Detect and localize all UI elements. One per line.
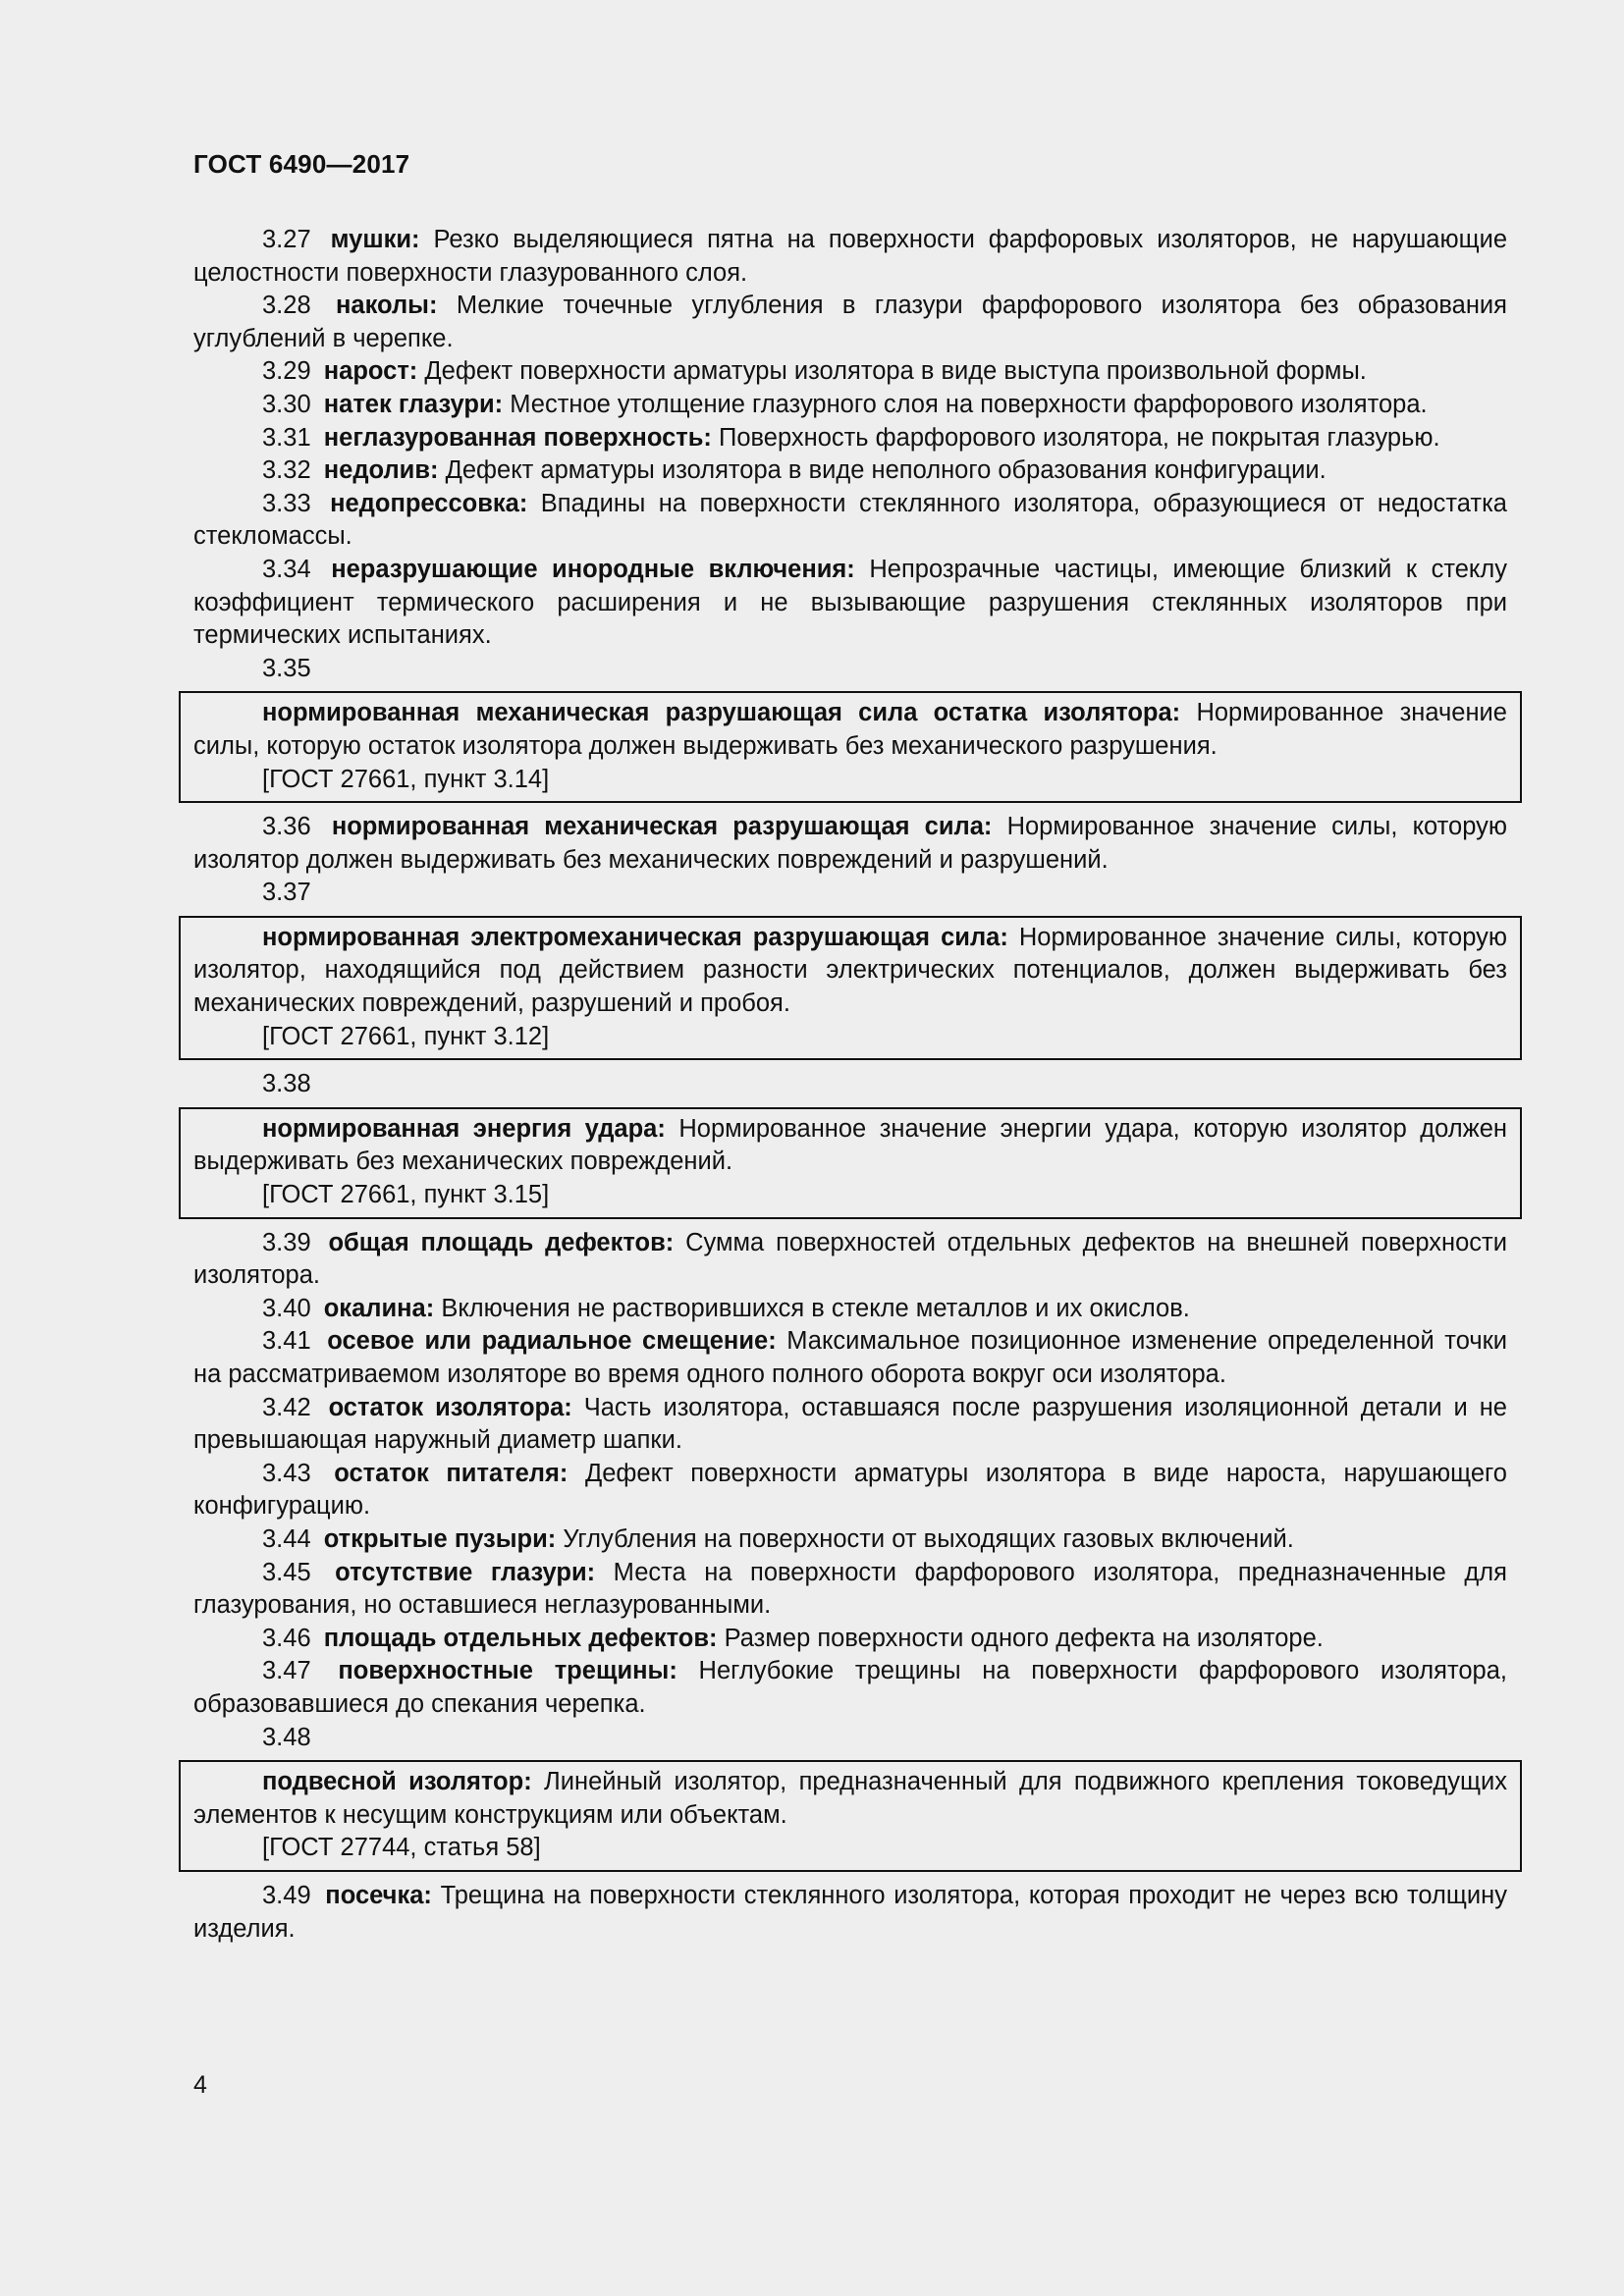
definition: Размер поверхности одного дефекта на изоляторе. [724, 1624, 1324, 1652]
definition: Местное утолщение глазурного слоя на поверхности фарфорового изолятора. [510, 390, 1428, 418]
entry-number: 3.46 [262, 1624, 311, 1652]
term-entry-3-31 [193, 422, 1507, 455]
entry-number-3-35: 3.35 [262, 654, 311, 682]
definition: Нормированное значение силы, которую изолятор должен выдерживать без механических повреждений и разрушений. [193, 813, 1508, 874]
cited-entry [193, 1766, 1507, 1832]
entry-number: 3.44 [262, 1524, 311, 1553]
definition: Неглубокие трещины на поверхности фарфорового изолятора, образовавшиеся до спекания черепка. [193, 1657, 1507, 1718]
entry-number: 3.39 [262, 1228, 311, 1256]
term-entry-3-42 [193, 1392, 1507, 1458]
entry-number: 3.42 [262, 1393, 311, 1421]
definition: Нормированное значение силы, которую остаток изолятора должен выдерживать без механического разрушения. [193, 699, 1507, 760]
definition: Впадины на поверхности стеклянного изолятора, образующиеся от недостатка стекломассы. [193, 489, 1507, 551]
term-entry-3-43 [193, 1458, 1507, 1523]
entry-number: 3.41 [262, 1327, 311, 1356]
definition: Сумма поверхностей отдельных дефектов на внешней поверхности изолятора. [193, 1228, 1507, 1290]
document-header: ГОСТ 6490—2017 [193, 149, 410, 179]
term: недопрессовка: [330, 489, 528, 517]
term: мушки: [330, 226, 420, 253]
source-reference: [ГОСТ 27661, пункт 3.14] [262, 765, 550, 793]
cited-definition-box [179, 1760, 1522, 1872]
cited-entry [193, 1113, 1507, 1179]
definition: Часть изолятора, оставшаяся после разрушения изоляционной детали и не превышающая наружный диаметр шапки. [193, 1393, 1507, 1455]
definition: Дефект поверхности арматуры изолятора в виде выступа произвольной формы. [424, 357, 1367, 386]
term: подвесной изолятор: [262, 1768, 532, 1796]
source-reference: [ГОСТ 27661, пункт 3.15] [262, 1181, 550, 1209]
term: недолив: [323, 456, 439, 485]
term-entry-3-46 [193, 1623, 1507, 1656]
definition: Максимальное позиционное изменение определенной точки на рассматриваемом изоляторе во время одного полного оборота вокруг оси изолятора. [193, 1327, 1508, 1388]
term-entry-3-34 [193, 554, 1507, 653]
definition: Нормированное значение силы, которую изолятор, находящийся под действием разности электрических потенциалов, должен выдерживать без механических повреждений, разрушений и пробоя. [193, 923, 1507, 1018]
term-entry-3-40 [193, 1293, 1507, 1326]
entry-number-3-37: 3.37 [262, 879, 311, 907]
entry-number: 3.32 [262, 456, 311, 485]
term: нормированная электромеханическая разрушающая сила: [262, 923, 1008, 951]
entry-number: 3.33 [262, 489, 311, 517]
term: открытые пузыри: [323, 1524, 557, 1553]
term-entry-3-27 [193, 224, 1507, 290]
entry-number: 3.43 [262, 1459, 311, 1487]
entry-number-3-38: 3.38 [262, 1070, 311, 1098]
definition: Углубления на поверхности от выходящих газовых включений. [563, 1524, 1294, 1553]
definition: Трещина на поверхности стеклянного изолятора, которая проходит не через всю толщину изделия. [193, 1881, 1507, 1943]
term-entry-3-47 [193, 1655, 1507, 1721]
term: площадь отдельных дефектов: [323, 1624, 718, 1652]
definition: Места на поверхности фарфорового изолятора, предназначенные для глазурования, но оставшиеся неглазурованными. [193, 1558, 1507, 1620]
term: нормированная механическая разрушающая сила: [331, 813, 993, 841]
term: нарост: [323, 357, 418, 386]
definition: Резко выделяющиеся пятна на поверхности фарфоровых изоляторов, не нарушающие целостности поверхности глазурованного слоя. [193, 226, 1508, 287]
definition: Дефект арматуры изолятора в виде неполного образования конфигурации. [445, 456, 1326, 485]
term-entry-3-49 [193, 1880, 1507, 1946]
term: поверхностные трещины: [338, 1657, 677, 1685]
cited-entry [193, 922, 1507, 1021]
term: нормированная механическая разрушающая сила остатка изолятора: [262, 699, 1181, 727]
source-reference: [ГОСТ 27661, пункт 3.12] [262, 1022, 550, 1050]
term-entry-3-36 [193, 811, 1507, 877]
source-reference: [ГОСТ 27744, статья 58] [262, 1834, 541, 1862]
term: наколы: [336, 292, 438, 320]
term: неглазурованная поверхность: [323, 423, 712, 452]
entry-number: 3.28 [262, 292, 311, 320]
cited-definition-box [179, 916, 1522, 1060]
definition: Нормированное значение энергии удара, которую изолятор должен выдерживать без механических повреждений. [193, 1114, 1507, 1176]
cited-definition-box [179, 1107, 1522, 1219]
terms-list [193, 224, 1507, 1946]
page-number: 4 [193, 2071, 207, 2099]
definition: Поверхность фарфорового изолятора, не покрытая глазурью. [719, 423, 1440, 452]
cited-definition-box [179, 691, 1522, 803]
term: остаток питателя: [334, 1459, 568, 1487]
entry-number: 3.30 [262, 390, 311, 418]
term: нормированная энергия удара: [262, 1114, 666, 1143]
entry-number: 3.34 [262, 555, 311, 583]
definition: Включения не растворившихся в стекле металлов и их окислов. [441, 1294, 1190, 1322]
definition: Дефект поверхности арматуры изолятора в виде нароста, нарушающего конфигурацию. [193, 1459, 1507, 1521]
entry-number: 3.49 [262, 1881, 311, 1909]
entry-number: 3.36 [262, 813, 311, 841]
entry-number: 3.47 [262, 1657, 311, 1685]
term-entry-3-45 [193, 1557, 1507, 1623]
term-entry-3-44 [193, 1523, 1507, 1557]
term: окалина: [323, 1294, 435, 1322]
term-entry-3-33 [193, 488, 1507, 554]
term: остаток изолятора: [328, 1393, 572, 1421]
entry-number: 3.29 [262, 357, 311, 386]
entry-number-3-48: 3.48 [262, 1723, 311, 1751]
term: отсутствие глазури: [335, 1558, 596, 1586]
term: натек глазури: [323, 390, 504, 418]
term-entry-3-28 [193, 290, 1507, 355]
term: общая площадь дефектов: [328, 1228, 675, 1256]
term-entry-3-39 [193, 1227, 1507, 1293]
definition: Линейный изолятор, предназначенный для подвижного крепления токоведущих элементов к несущим конструкциям или объектам. [193, 1768, 1508, 1829]
term-entry-3-29 [193, 355, 1507, 389]
cited-entry [193, 697, 1507, 763]
term: неразрушающие инородные включения: [331, 555, 855, 583]
entry-number: 3.31 [262, 423, 311, 452]
term-entry-3-30 [193, 389, 1507, 422]
definition: Непрозрачные частицы, имеющие близкий к стеклу коэффициент термического расширения и не вызывающие разрушения стеклянных изоляторов при термических испытаниях. [193, 555, 1508, 650]
entry-number: 3.45 [262, 1558, 311, 1586]
entry-number: 3.27 [262, 226, 311, 253]
entry-number: 3.40 [262, 1294, 311, 1322]
term-entry-3-41 [193, 1325, 1507, 1391]
term: посечка: [325, 1881, 432, 1909]
definition: Мелкие точечные углубления в глазури фарфорового изолятора без образования углублений в черепке. [193, 292, 1507, 352]
term: осевое или радиальное смещение: [327, 1327, 777, 1356]
term-entry-3-32 [193, 454, 1507, 488]
